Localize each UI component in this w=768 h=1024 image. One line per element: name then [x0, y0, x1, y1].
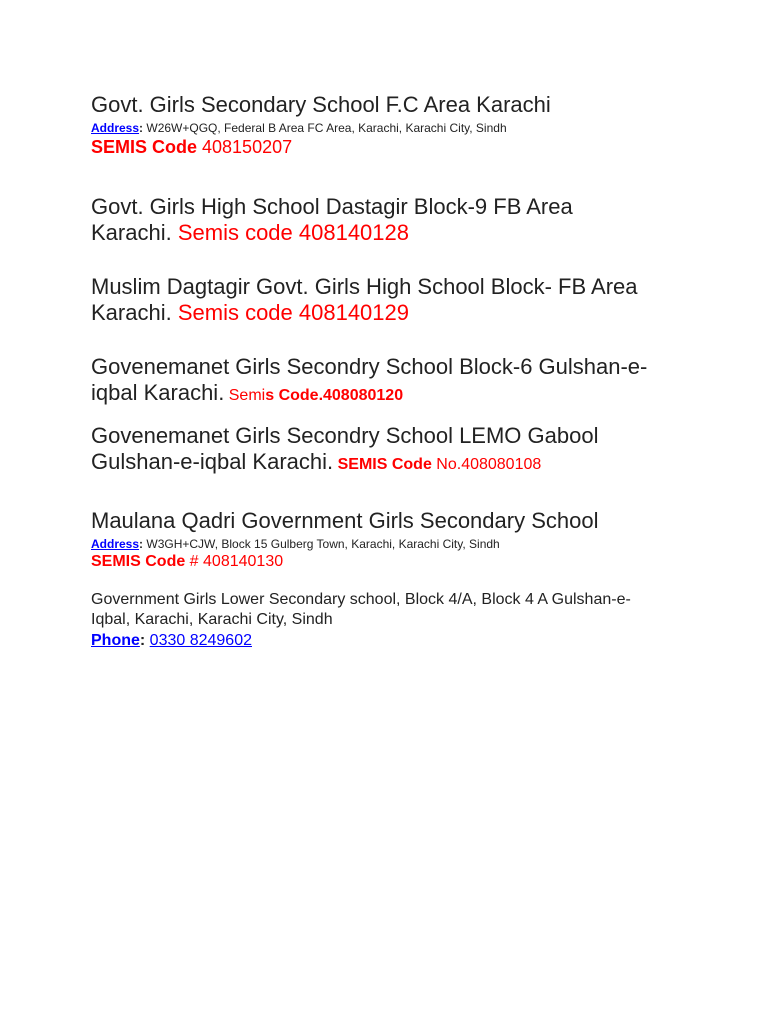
school-name: Muslim Dagtagir Govt. Girls High School Block- FB Area Karachi. [91, 274, 638, 325]
phone-link[interactable]: Phone [91, 632, 140, 649]
school-entry [91, 274, 651, 326]
address-text: W26W+QGQ, Federal B Area FC Area, Karachi, Karachi City, Sindh [143, 121, 507, 135]
semis-code-prefix: Semi [224, 387, 266, 404]
semis-label: SEMIS Code [91, 553, 186, 570]
school-name: Govenemanet Girls Secondry School LEMO Gabool Gulshan-e-iqbal Karachi [91, 423, 599, 474]
address-text: W3GH+CJW, Block 15 Gulberg Town, Karachi, Karachi City, Sindh [143, 537, 500, 551]
school-entry [91, 92, 651, 158]
school-list [91, 92, 651, 651]
address-link[interactable]: Address [91, 537, 140, 551]
school-name-line [91, 194, 651, 246]
semis-value: No.408080108 [431, 456, 542, 473]
address-link[interactable]: Address [91, 121, 140, 135]
separator: . [327, 449, 334, 474]
school-entry [91, 194, 651, 246]
school-name: Govt. Girls High School Dastagir Block-9 FB Area Karachi. [91, 194, 573, 245]
semis-code: Semis code 408140128 [171, 220, 410, 245]
semis-label: SEMIS Code [333, 456, 432, 473]
semis-value: # 408140130 [185, 553, 284, 570]
school-name-line [91, 423, 651, 478]
phone-line: Phone: 0330 8249602 [91, 632, 252, 649]
school-entry [91, 423, 651, 478]
school-name: Govt. Girls Secondary School F.C Area Karachi [91, 92, 551, 117]
school-name: Govenemanet Girls Secondry School Block-6 Gulshan-e-iqbal Karachi [91, 354, 648, 405]
school-name-line [91, 354, 651, 409]
school-entry [91, 590, 651, 651]
separator: . [218, 380, 225, 405]
address-line: Address: W3GH+CJW, Block 15 Gulberg Town, Karachi, Karachi City, Sindh [91, 537, 500, 551]
school-entry [91, 508, 651, 572]
phone-number-link[interactable]: 0330 8249602 [149, 632, 252, 649]
semis-value: 408150207 [197, 137, 293, 157]
semis-code-line [91, 552, 651, 572]
school-address-text: Government Girls Lower Secondary school, Block 4/A, Block 4 A Gulshan-e-Iqbal, Karachi, Karachi City, Sindh [91, 591, 631, 628]
school-name-line [91, 274, 651, 326]
semis-code-value: s Code.408080120 [265, 387, 404, 404]
semis-label: SEMIS Code [91, 137, 198, 157]
school-entry [91, 354, 651, 409]
semis-code-line [91, 136, 651, 158]
school-name: Maulana Qadri Government Girls Secondary School [91, 508, 599, 533]
semis-code: Semis code 408140129 [171, 300, 410, 325]
address-line: Address: W26W+QGQ, Federal B Area FC Area, Karachi, Karachi City, Sindh [91, 121, 507, 135]
